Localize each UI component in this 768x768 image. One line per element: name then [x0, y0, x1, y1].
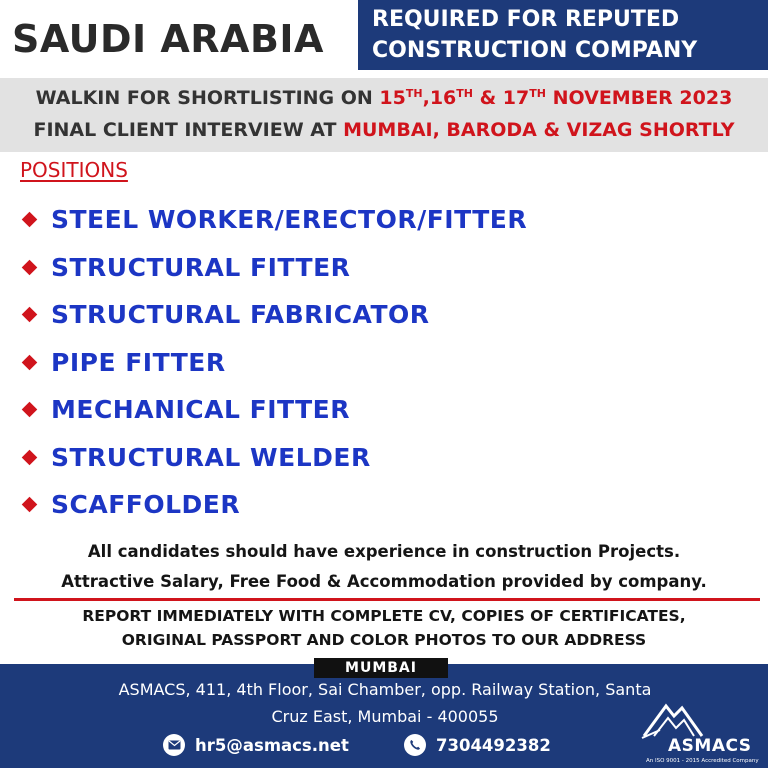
positions-title: POSITIONS: [20, 158, 128, 182]
required-banner: [358, 0, 768, 70]
list-item: [20, 339, 760, 387]
diamond-bullet-icon: [22, 402, 38, 418]
phone-icon: [404, 734, 426, 756]
diamond-bullet-icon: [22, 497, 38, 513]
interview-line: [0, 119, 768, 141]
diamond-bullet-icon: [22, 259, 38, 275]
position-label: MECHANICAL FITTER: [51, 395, 351, 425]
report-line-1: REPORT IMMEDIATELY WITH COMPLETE CV, COPIES OF CERTIFICATES,: [82, 607, 686, 625]
mail-icon: [163, 734, 185, 756]
position-label: SCAFFOLDER: [51, 490, 241, 520]
experience-note: All candidates should have experience in construction Projects.: [87, 542, 681, 561]
required-line-2: CONSTRUCTION COMPANY: [372, 38, 698, 63]
logo-name: ASMACS: [668, 736, 752, 756]
footer: [0, 660, 768, 768]
diamond-bullet-icon: [22, 354, 38, 370]
mountain-logo-icon: [640, 700, 764, 740]
address-line-2: Cruz East, Mumbai - 400055: [271, 707, 499, 726]
list-item: [20, 434, 760, 482]
walkin-band: [0, 78, 768, 152]
diamond-bullet-icon: [22, 212, 38, 228]
list-item: [20, 244, 760, 292]
country-title: SAUDI ARABIA: [12, 17, 324, 61]
benefits-note: Attractive Salary, Free Food & Accommodation provided by company.: [61, 572, 707, 591]
position-label: STRUCTURAL FITTER: [51, 252, 351, 282]
position-label: STRUCTURAL FABRICATOR: [51, 300, 430, 330]
list-item: [20, 481, 760, 529]
logo-tagline: An ISO 9001 - 2015 Accredited Company: [646, 758, 759, 764]
interview-locations: MUMBAI, BARODA & VIZAG SHORTLY: [343, 119, 735, 141]
email-link[interactable]: hr5@asmacs.net: [195, 735, 349, 755]
address-line-1: ASMACS, 411, 4th Floor, Sai Chamber, opp. Railway Station, Santa: [118, 680, 652, 699]
list-item: [20, 196, 760, 244]
diamond-bullet-icon: [22, 307, 38, 323]
interview-prefix: FINAL CLIENT INTERVIEW AT: [33, 119, 344, 141]
position-label: STEEL WORKER/ERECTOR/FITTER: [51, 205, 528, 235]
position-label: PIPE FITTER: [51, 347, 226, 377]
required-line-1: REQUIRED FOR REPUTED: [372, 7, 680, 32]
company-logo: [640, 700, 764, 766]
email-contact[interactable]: [163, 734, 349, 756]
header: [0, 0, 768, 78]
list-item: [20, 386, 760, 434]
position-label: STRUCTURAL WELDER: [51, 442, 371, 472]
positions-list: [20, 196, 760, 529]
list-item: [20, 291, 760, 339]
report-line-2: ORIGINAL PASSPORT AND COLOR PHOTOS TO OUR ADDRESS: [121, 631, 647, 649]
phone-contact[interactable]: [404, 734, 551, 756]
walkin-prefix: WALKIN FOR SHORTLISTING ON: [35, 87, 380, 109]
diamond-bullet-icon: [22, 449, 38, 465]
divider: [14, 598, 760, 601]
walkin-dates: 15TH,16TH & 17TH NOVEMBER 2023: [379, 87, 733, 109]
walkin-dates-line: [0, 87, 768, 109]
phone-number[interactable]: 7304492382: [436, 735, 551, 755]
city-tag: MUMBAI: [314, 658, 448, 678]
